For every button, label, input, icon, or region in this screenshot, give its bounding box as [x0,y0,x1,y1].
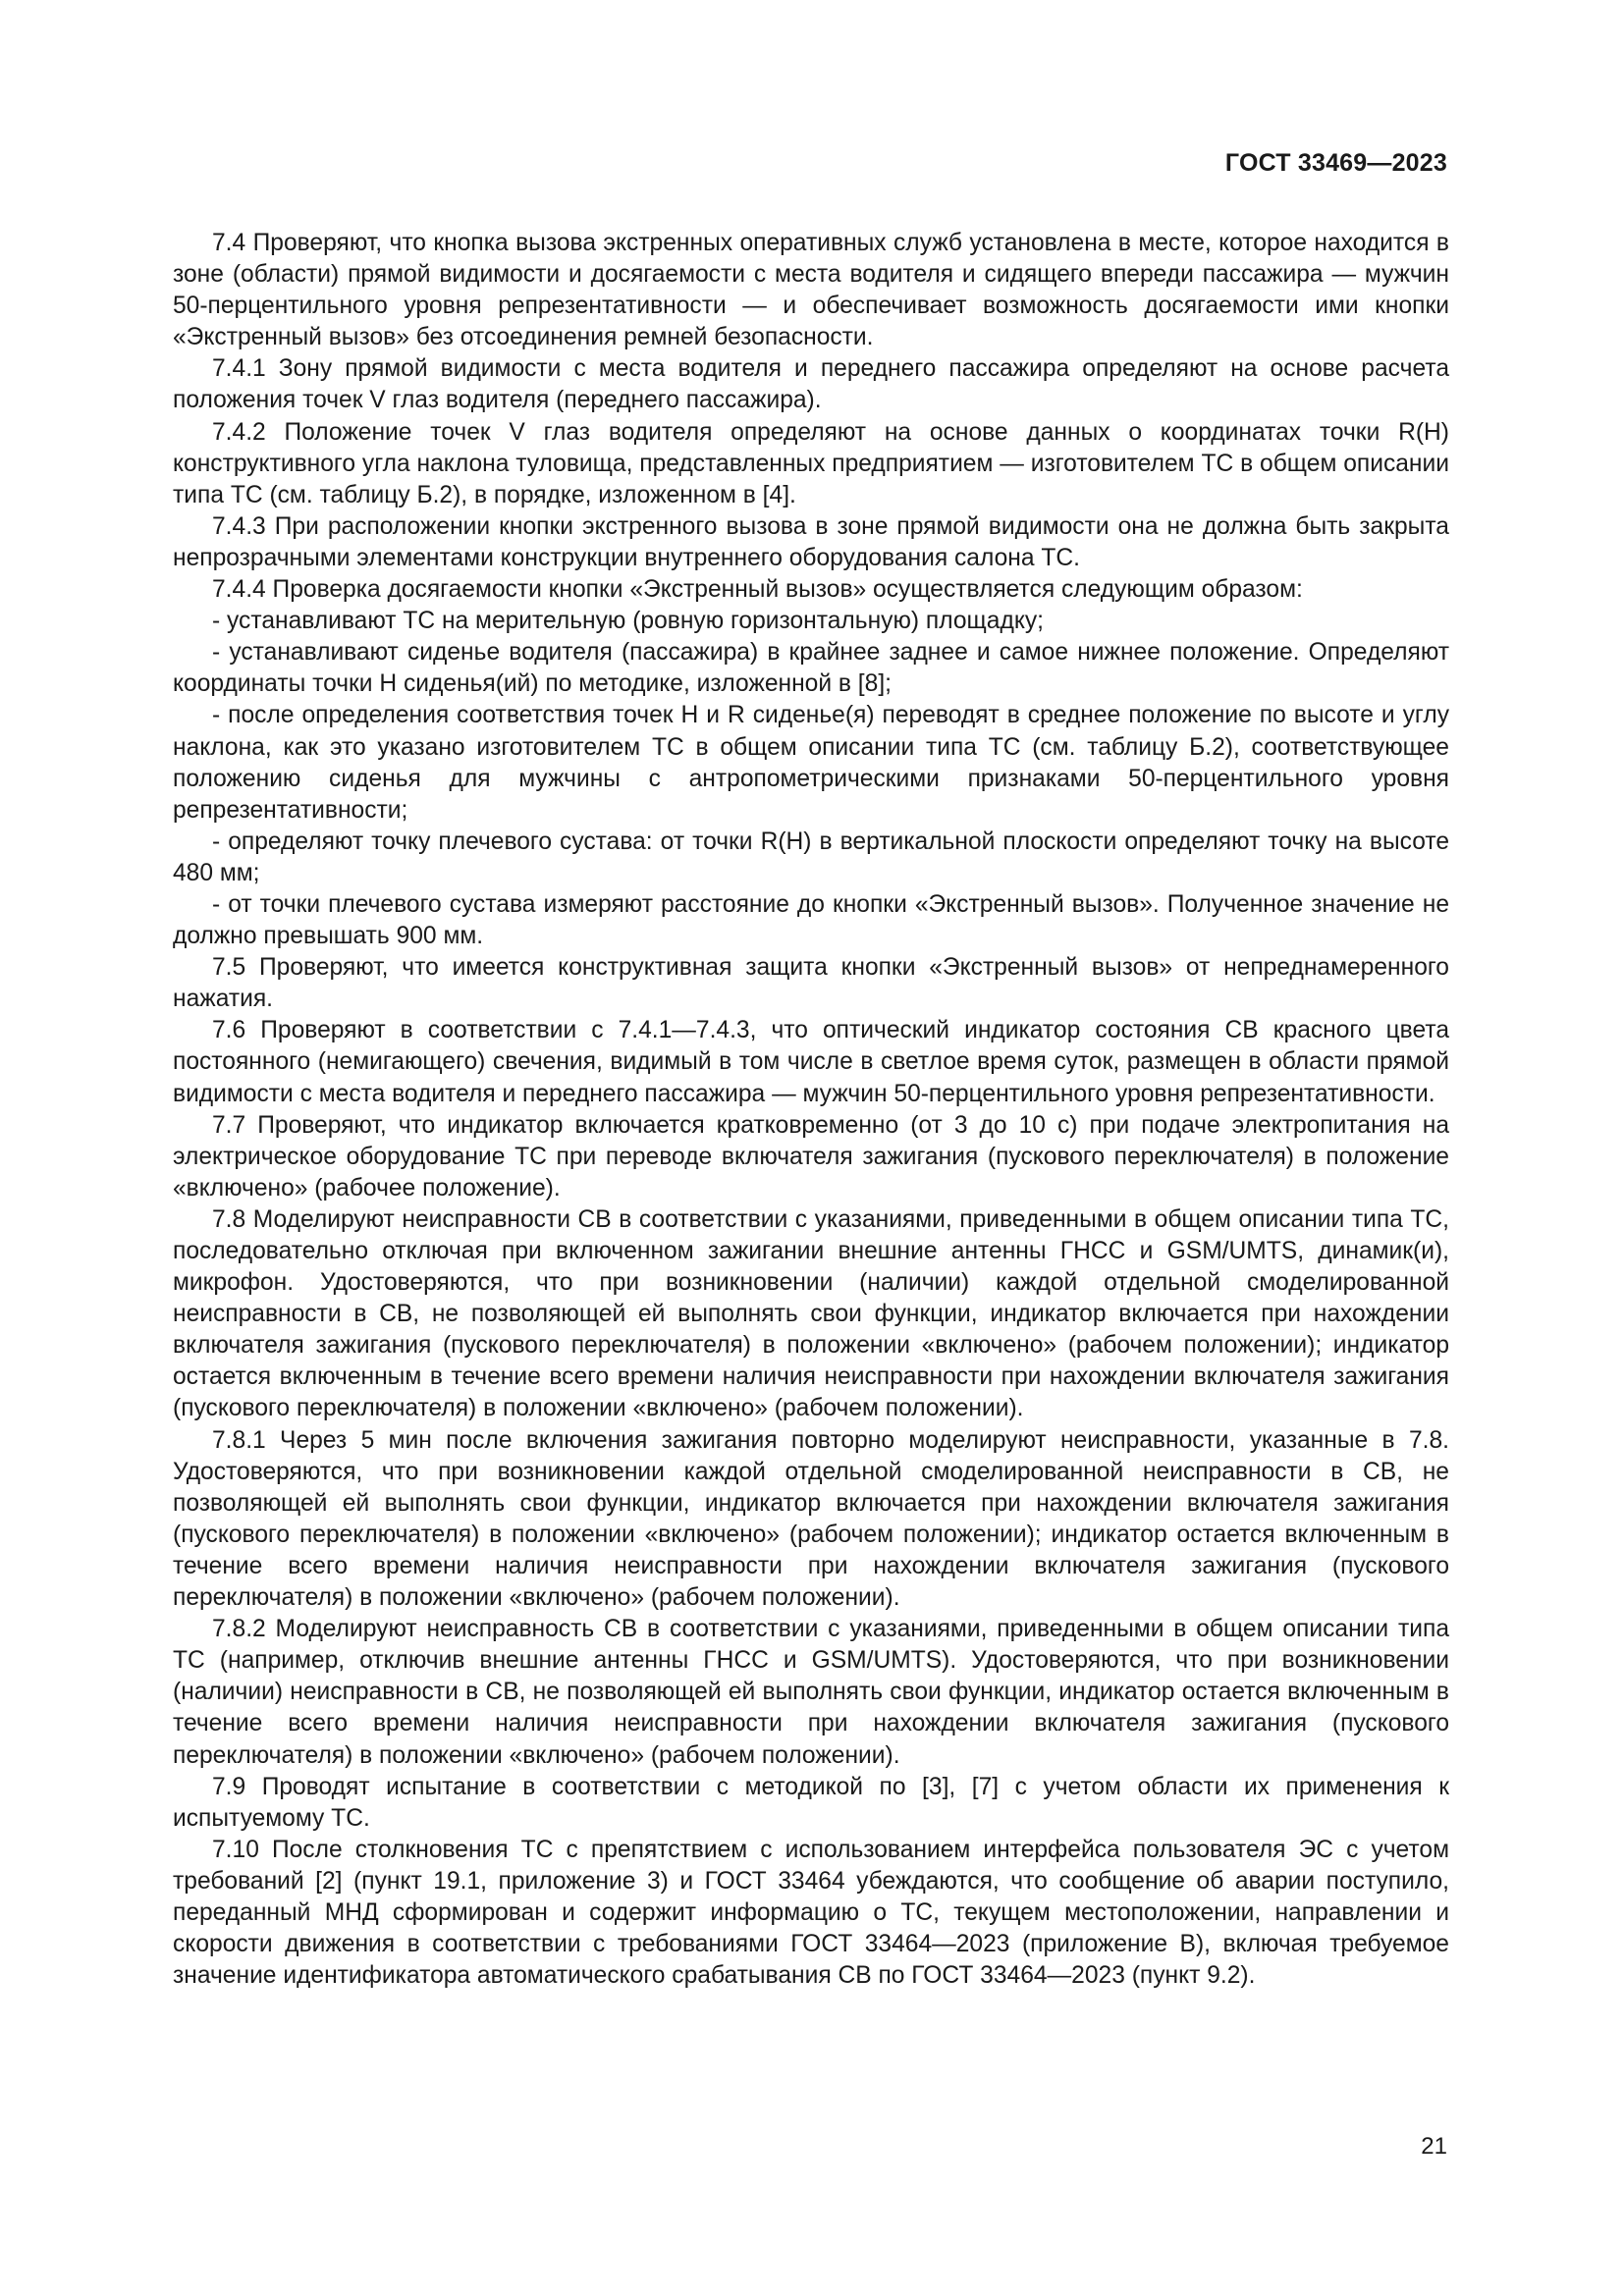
paragraph-7-4-2: 7.4.2 Положение точек V глаз водителя определяют на основе данных о координатах точки R(H) конструктивного угла наклона туловища, представленных предприятием — изготовителем ТС в общем описании типа ТС (см. таблицу Б.2), в порядке, изложенном в [4]. [173,418,1449,508]
paragraph-7-8: 7.8 Моделируют неисправности СВ в соответствии с указаниями, приведенными в общем описании типа ТС, последовательно отключая при включенном зажигании внешние антенны ГНСС и GSM/UMTS, динамик(и), микрофон. Удостоверяются, что при возникновении (наличии) каждой отдельной смоделированной неисправности в СВ, не позволяющей ей выполнять свои функции, индикатор включается при нахождении включателя зажигания (пускового переключателя) в положении «включено» (рабочем положении); индикатор остается включенным в течение всего времени наличия неисправности при нахождении включателя зажигания (пускового переключателя) в положении «включено» (рабочем положении). [173,1205,1449,1422]
list-item-platform: - устанавливают ТС на мерительную (ровную горизонтальную) площадку; [212,608,1044,635]
paragraph-7-10: 7.10 После столкновения ТС с препятствием с использованием интерфейса пользователя ЭС с учетом требований [2] (пункт 19.1, приложение 3) и ГОСТ 33464 убеждаются, что сообщение об аварии поступило, переданный МНД сформирован и содержит информацию о ТС, текущем местоположении, направлении и скорости движения в соответствии с требованиями ГОСТ 33464—2023 (приложение В), включая требуемое значение идентификатора автоматического срабатывания СВ по ГОСТ 33464—2023 (пункт 9.2). [173,1836,1449,1990]
paragraph-7-8-1: 7.8.1 Через 5 мин после включения зажигания повторно моделируют неисправности, указанные в 7.8. Удостоверяются, что при возникновении каждой отдельной смоделированной неисправности в СВ, не позволяющей ей выполнять свои функции, индикатор включается при нахождении включателя зажигания (пускового переключателя) в положении «включено» (рабочем положении); индикатор остается включенным в течение всего времени наличия неисправности при нахождении включателя зажигания (пускового переключателя) в положении «включено» (рабочем положении). [173,1426,1449,1612]
list-item-seat-position: - устанавливают сиденье водителя (пассажира) в крайнее заднее и самое нижнее положение. Определяют координаты точки H сиденья(ий) по методике, изложенной в [8]; [173,639,1449,698]
paragraph-7-8-2: 7.8.2 Моделируют неисправность СВ в соответствии с указаниями, приведенными в общем описании типа ТС (например, отключив внешние антенны ГНСС и GSM/UMTS). Удостоверяются, что при возникновении (наличии) неисправности в СВ, не позволяющей ей выполнять свои функции, индикатор остается включенным в течение всего времени наличия неисправности при нахождении включателя зажигания (пускового переключателя) в положении «включено» (рабочем положении). [173,1616,1449,1769]
list-item-shoulder-point: - определяют точку плечевого сустава: от точки R(H) в вертикальной плоскости определяют точку на высоте 480 мм; [173,828,1449,886]
list-item-distance: - от точки плечевого сустава измеряют расстояние до кнопки «Экстренный вызов». Полученное значение не должно превышать 900 мм. [173,890,1449,950]
document-body [173,228,1449,1992]
list-item-seat-middle: - после определения соответствия точек H и R сиденье(я) переводят в среднее положение по высоте и углу наклона, как это указано изготовителем ТС в общем описании типа ТС (см. таблицу Б.2), соответствующее положению сиденья для мужчины с антропометрическими признаками 50-перцентильного уровня репрезентативности; [173,702,1449,824]
paragraph-7-4: 7.4 Проверяют, что кнопка вызова экстренных оперативных служб установлена в месте, которое находится в зоне (области) прямой видимости и досягаемости с места водителя и сидящего впереди пассажира — мужчин 50-перцентильного уровня репрезентативности — и обеспечивает возможность досягаемости ими кнопки «Экстренный вызов» без отсоединения ремней безопасности. [173,230,1449,351]
paragraph-7-6: 7.6 Проверяют в соответствии с 7.4.1—7.4.3, что оптический индикатор состояния СВ красного цвета постоянного (немигающего) свечения, видимый в том числе в светлое время суток, размещен в области прямой видимости с места водителя и переднего пассажира — мужчин 50-перцентильного уровня репрезентативности. [173,1017,1449,1107]
paragraph-7-5: 7.5 Проверяют, что имеется конструктивная защита кнопки «Экстренный вызов» от непреднамеренного нажатия. [173,954,1449,1013]
paragraph-7-4-1: 7.4.1 Зону прямой видимости с места водителя и переднего пассажира определяют на основе расчета положения точек V глаз водителя (переднего пассажира). [173,355,1449,414]
paragraph-7-4-3: 7.4.3 При расположении кнопки экстренного вызова в зоне прямой видимости она не должна быть закрыта непрозрачными элементами конструкции внутреннего оборудования салона ТС. [173,512,1449,571]
document-code-header: ГОСТ 33469—2023 [1224,149,1447,177]
paragraph-7-9: 7.9 Проводят испытание в соответствии с методикой по [3], [7] с учетом области их применения к испытуемому ТС. [173,1773,1449,1832]
paragraph-7-4-4: 7.4.4 Проверка досягаемости кнопки «Экстренный вызов» осуществляется следующим образом: [212,576,1303,604]
paragraph-7-7: 7.7 Проверяют, что индикатор включается кратковременно (от 3 до 10 с) при подаче электропитания на электрическое оборудование ТС при переводе включателя зажигания (пускового переключателя) в положение «включено» (рабочее положение). [173,1111,1449,1201]
page-number: 21 [1421,2133,1447,2160]
